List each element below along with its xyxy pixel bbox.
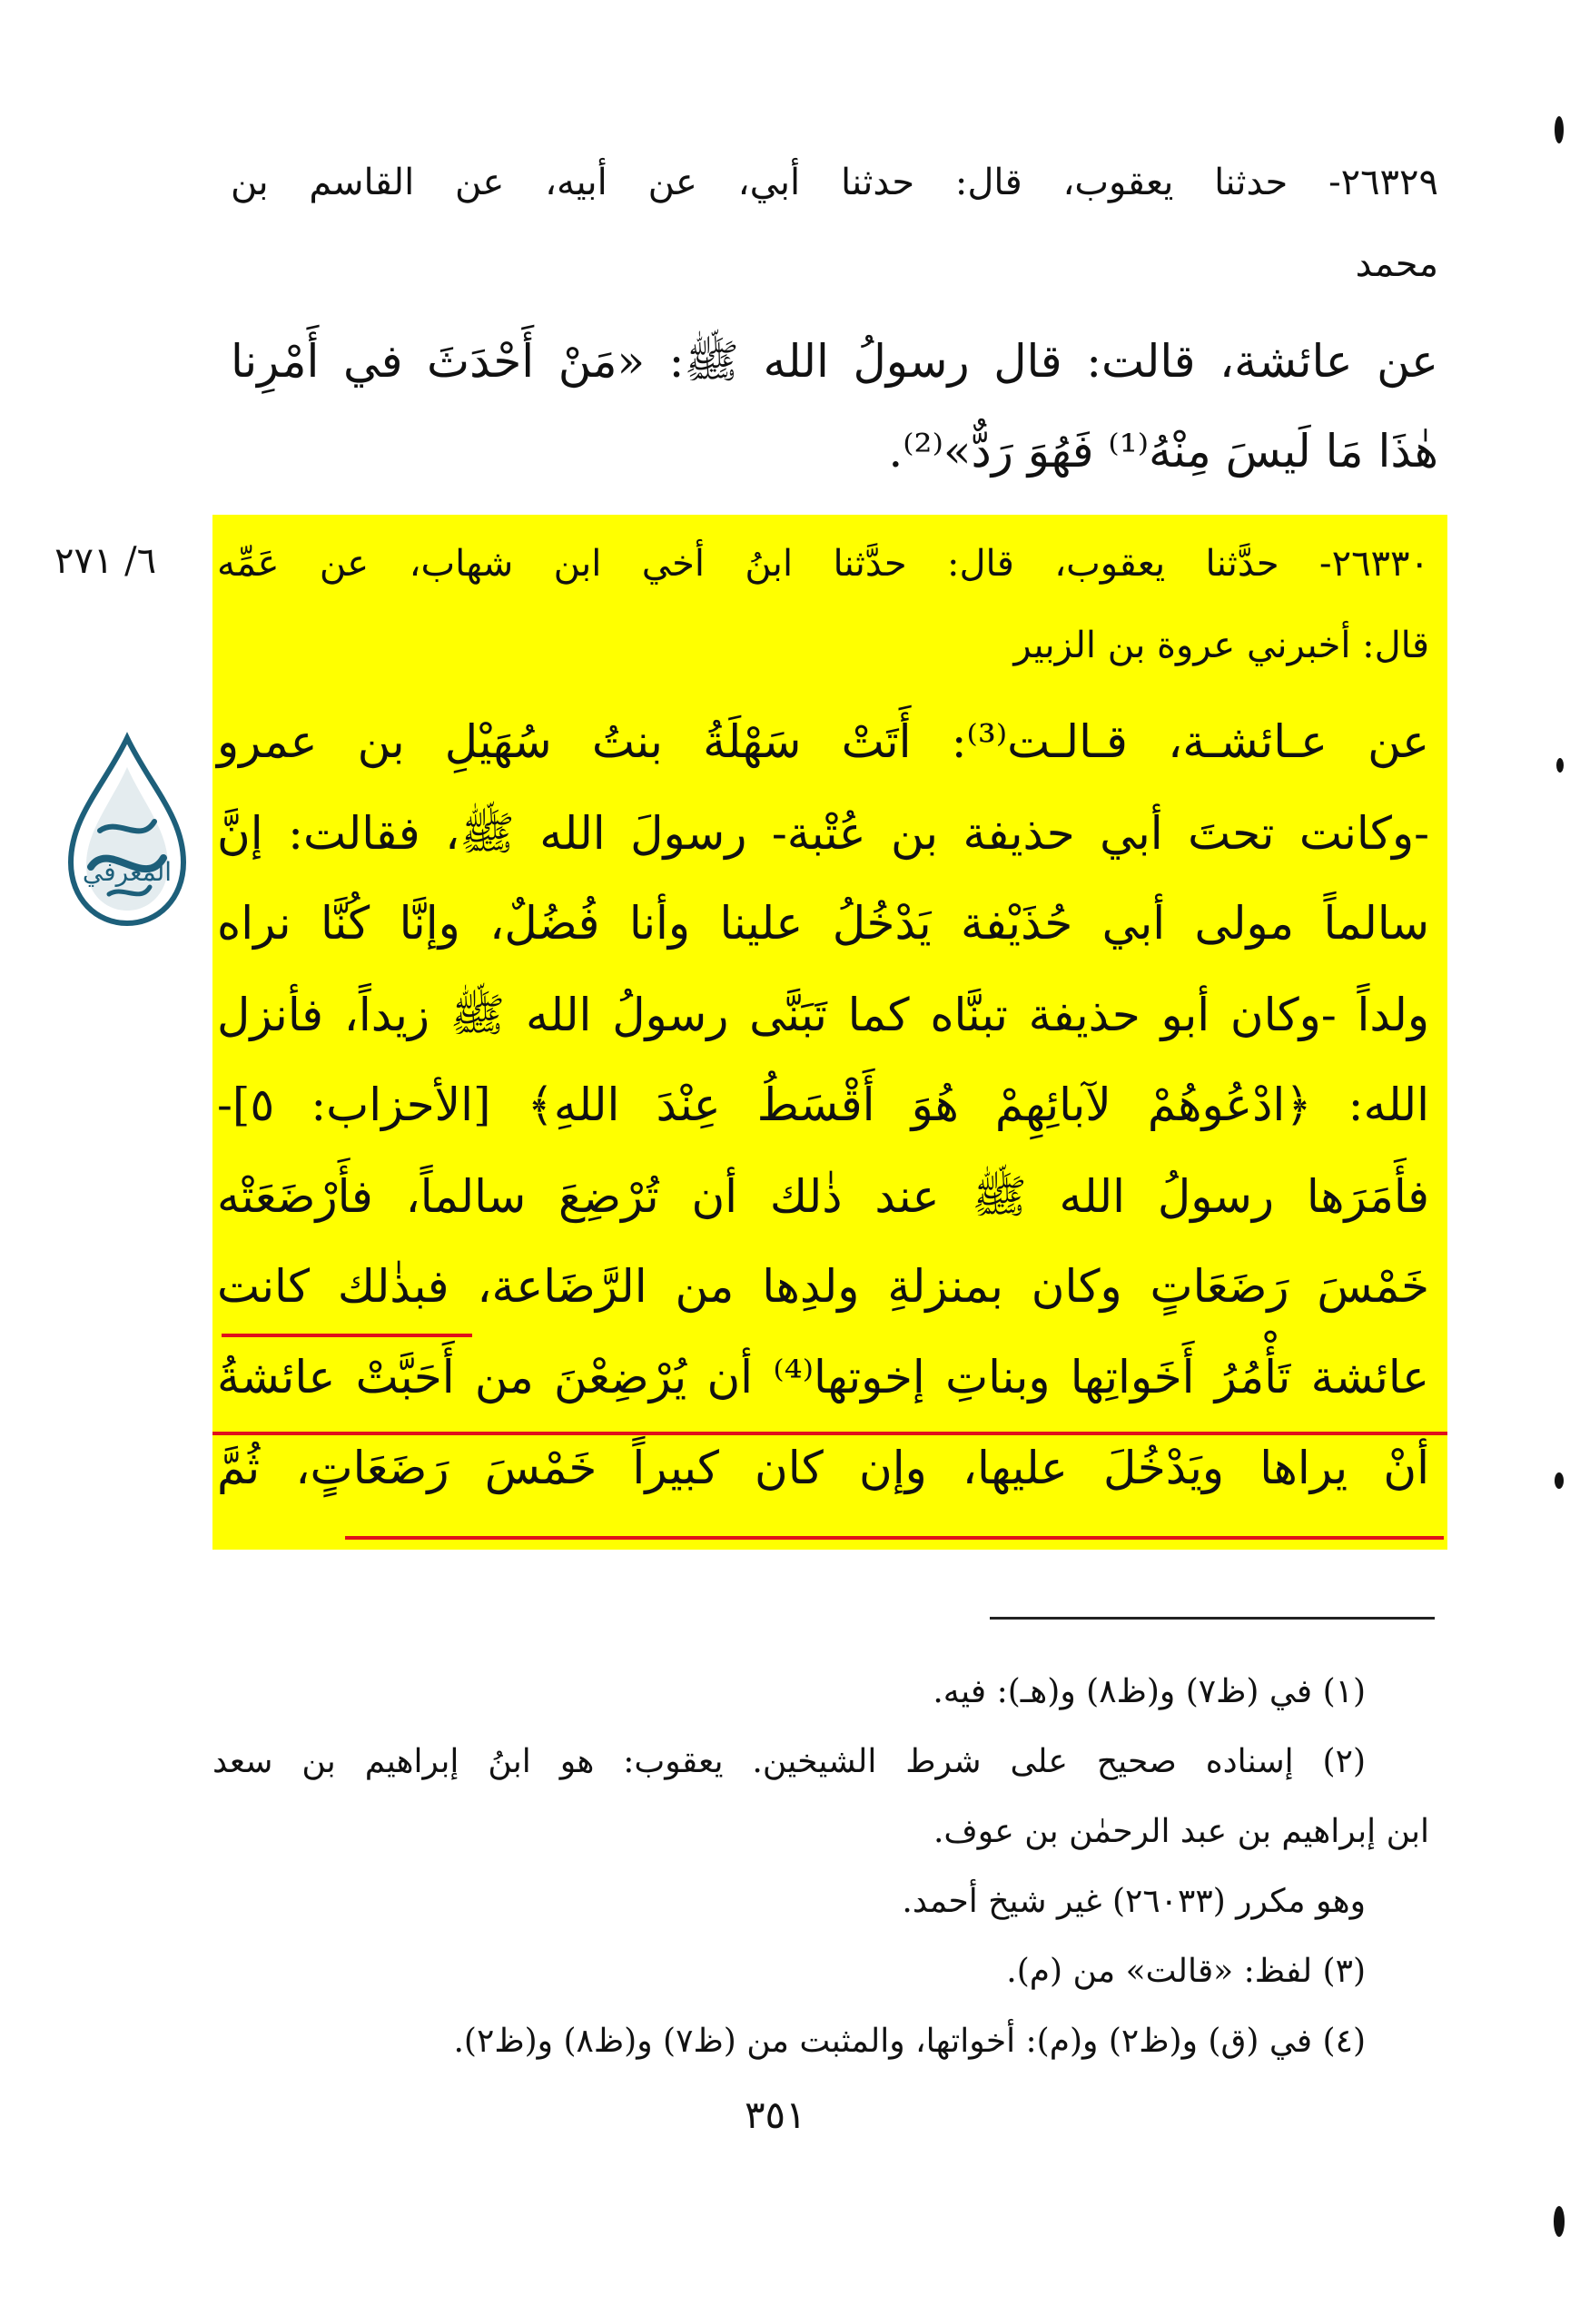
margin-volume-page-reference: ٦/ ٢٧١ [54,540,157,582]
hadith-26329-line-1: ٢٦٣٢٩- حدثنا يعقوب، قال: حدثنا أبي، عن أبيه، عن القاسم بن [231,162,1438,203]
hadith-26330-line-2: قال: أخبرني عروة بن الزبير [1013,625,1429,666]
footnote-2-continuation: ابن إبراهيم بن عبد الرحمٰن بن عوف. [933,1813,1429,1850]
red-underline [222,1334,472,1337]
hadith-26330-line-7: الله: ﴿ادْعُوهُمْ لآبائِهِمْ هُوَ أَقْسَطُ عِنْدَ اللهِ﴾ [الأحزاب: ٥]- [217,1078,1429,1131]
hadith-26329-line-2: محمد [1355,243,1438,285]
hadith-26330-line-1: ٢٦٣٣٠- حدَّثنا يعقوب، قال: حدَّثنا ابنُ أخي ابن شهاب، عن عَمِّه [217,543,1429,585]
footnote-2-repeat-note: وهو مكرر (٢٦٠٣٣) غير شيخ أحمد. [902,1883,1366,1920]
hadith-26330-line-8: فأَمَرَها رسولُ الله ﷺ عند ذٰلك أن تُرْضِعَ سالماً، فأَرْضَعَتْه [217,1170,1429,1223]
hadith-26330-line-5: سالماً مولى أبي حُذَيْفة يَدْخُلُ علينا وأنا فُضُلٌ، وإنَّا كُنَّا نراه [217,897,1429,950]
watermark-label: المعرفي [82,857,173,887]
footnote-4: (٤) في (ق) و(ظ٢) و(م): أخواتها، والمثبت من (ظ٧) و(ظ٨) و(ظ٢). [453,2023,1366,2060]
footnote-3: (٣) لفظ: «قالت» من (م). [1006,1953,1366,1990]
footnote-1: (١) في (ظ٧) و(ظ٨) و(هـ): فيه. [933,1673,1366,1710]
scan-edge-mark [1555,1472,1564,1489]
hadith-26329-line-3: عن عائشة، قالت: قال رسولُ الله ﷺ: «مَنْ أَحْدَثَ في أَمْرِنا [231,335,1438,388]
hadith-26330-line-9: خَمْسَ رَضَعَاتٍ وكان بمنزلةِ ولدِها من الرَّضَاعة، فبذٰلك كانت [217,1260,1429,1313]
red-underline [345,1536,1444,1540]
watermark-logo [64,731,191,931]
scan-edge-mark [1554,2206,1565,2237]
footnote-2: (٢) إسناده صحيح على شرط الشيخين. يعقوب: هو ابنُ إبراهيم بن سعد [212,1743,1366,1780]
red-underline [212,1432,1447,1435]
hadith-26330-line-6: ولداً -وكان أبو حذيفة تبنَّاه كما تَبَنَّى رسولُ الله ﷺ زيداً، فأنزل [217,989,1429,1041]
scan-edge-mark [1555,116,1564,143]
hadith-26330-line-4: -وكانت تحتَ أبي حذيفة بن عُتْبة- رسولَ الله ﷺ، فقالت: إنَّ [217,807,1429,860]
hadith-26330-line-3: عن عـائشـة، قـالـت⁽³⁾: أَتَتْ سَهْلَةُ بنتُ سُهَيْلِ بن عمرو [217,715,1429,768]
footnote-separator [990,1617,1435,1620]
page-number: ٣٥١ [745,2093,806,2137]
hadith-26330-line-10: عائشة تَأْمُرُ أَخَواتِها وبناتِ إخوتها⁽⁴⁾ أن يُرْضِعْنَ من أَحَبَّتْ عائشةُ [217,1351,1429,1403]
hadith-26330-line-11: أنْ يراها ويَدْخُلَ عليها، وإن كان كبيراً خَمْسَ رَضَعَاتٍ، ثُمَّ [217,1442,1429,1494]
scan-edge-mark [1556,758,1564,773]
hadith-26329-line-4: هٰذَا مَا لَيسَ مِنْهُ⁽¹⁾ فَهُوَ رَدٌّ»⁽²⁾. [888,425,1438,478]
